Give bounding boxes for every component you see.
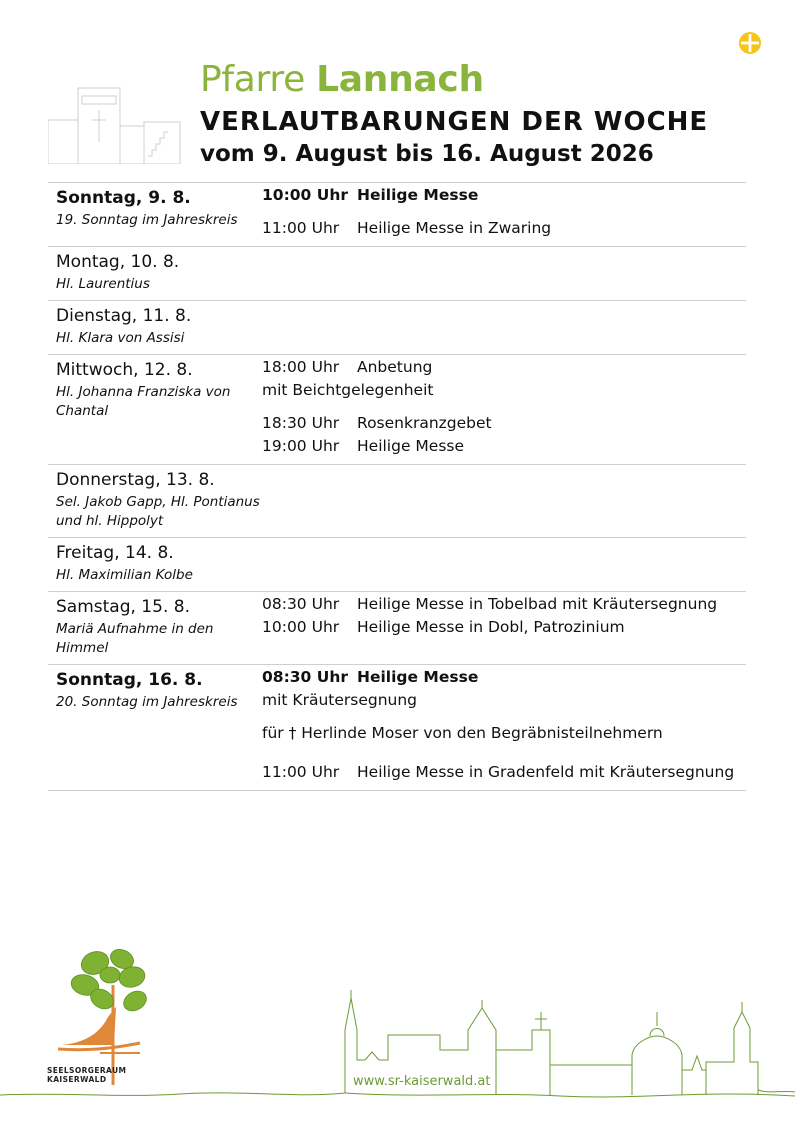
feast-name: 19. Sonntag im Jahreskreis bbox=[56, 212, 238, 228]
day-cell bbox=[48, 301, 262, 355]
diocese-badge-icon bbox=[738, 31, 762, 55]
event-title: Heilige Messe bbox=[357, 668, 479, 686]
feast-name: 20. Sonntag im Jahreskreis bbox=[56, 694, 238, 710]
spacer bbox=[262, 745, 746, 761]
event bbox=[262, 184, 746, 207]
day-cell bbox=[48, 247, 262, 301]
events-cell bbox=[262, 592, 746, 665]
event-time: 11:00 Uhr bbox=[262, 763, 340, 781]
header bbox=[200, 60, 760, 169]
event bbox=[262, 412, 746, 435]
day-name: Sonntag, 16. 8. bbox=[56, 670, 203, 690]
events-cell bbox=[262, 465, 746, 538]
website-link[interactable]: www.sr-kaiserwald.at bbox=[353, 1074, 491, 1089]
event-title: Heilige Messe in Tobelbad mit Kräutersegnung bbox=[357, 595, 718, 613]
event-title: Heilige Messe in Dobl, Patrozinium bbox=[357, 618, 625, 636]
events-cell bbox=[262, 355, 746, 465]
spacer bbox=[262, 207, 746, 217]
event-title: Rosenkranzgebet bbox=[357, 414, 492, 432]
day-name: Mittwoch, 12. 8. bbox=[56, 360, 193, 380]
feast-name: Hl. Klara von Assisi bbox=[56, 330, 185, 346]
spacer bbox=[262, 712, 746, 722]
logo-line-2: KAISERWALD bbox=[47, 1075, 107, 1084]
day-row bbox=[48, 355, 746, 465]
event-title: Anbetung bbox=[357, 358, 433, 376]
event-title: Heilige Messe bbox=[357, 186, 479, 204]
day-name: Donnerstag, 13. 8. bbox=[56, 470, 215, 490]
day-row bbox=[48, 665, 746, 791]
event bbox=[262, 217, 746, 240]
logo-line-1: SEELSORGERAUM bbox=[47, 1066, 127, 1075]
day-name: Dienstag, 11. 8. bbox=[56, 306, 192, 326]
event-time: 08:30 Uhr bbox=[262, 668, 348, 686]
event-time: 18:00 Uhr bbox=[262, 358, 340, 376]
feast-name: Hl. Maximilian Kolbe bbox=[56, 567, 193, 583]
event-time: 10:00 Uhr bbox=[262, 186, 348, 204]
day-name: Sonntag, 9. 8. bbox=[56, 188, 191, 208]
event bbox=[262, 435, 746, 458]
feast-name: Mariä Aufnahme in den Himmel bbox=[56, 621, 214, 656]
event-title: Heilige Messe in Zwaring bbox=[357, 219, 552, 237]
day-row bbox=[48, 301, 746, 355]
event bbox=[262, 761, 746, 784]
events-cell bbox=[262, 247, 746, 301]
schedule-table bbox=[48, 182, 746, 791]
parish-name: Lannach bbox=[316, 59, 484, 100]
day-cell bbox=[48, 465, 262, 538]
event bbox=[262, 616, 746, 639]
event bbox=[262, 356, 746, 379]
event-time: 10:00 Uhr bbox=[262, 618, 340, 636]
parish-title bbox=[200, 60, 760, 100]
day-cell bbox=[48, 665, 262, 791]
day-cell bbox=[48, 538, 262, 592]
event-note: mit Kräutersegnung bbox=[262, 691, 418, 709]
day-cell bbox=[48, 592, 262, 665]
parish-prefix: Pfarre bbox=[200, 59, 305, 100]
page-heading: VERLAUTBARUNGEN DER WOCHE bbox=[200, 107, 709, 137]
event-time: 11:00 Uhr bbox=[262, 219, 340, 237]
day-row bbox=[48, 183, 746, 247]
event-intention: für † Herlinde Moser von den Begräbnisteilnehmern bbox=[262, 724, 663, 742]
event-time: 08:30 Uhr bbox=[262, 595, 340, 613]
day-name: Montag, 10. 8. bbox=[56, 252, 180, 272]
day-row bbox=[48, 247, 746, 301]
events-cell bbox=[262, 538, 746, 592]
day-row bbox=[48, 465, 746, 538]
event bbox=[262, 593, 746, 616]
church-sketch-icon bbox=[48, 86, 184, 164]
event bbox=[262, 666, 746, 689]
day-cell bbox=[48, 183, 262, 247]
event-time: 18:30 Uhr bbox=[262, 414, 340, 432]
feast-name: Hl. Laurentius bbox=[56, 276, 150, 292]
event-note: mit Beichtgelegenheit bbox=[262, 381, 434, 399]
feast-name: Hl. Johanna Franziska von Chantal bbox=[56, 384, 231, 419]
events-cell bbox=[262, 301, 746, 355]
day-name: Freitag, 14. 8. bbox=[56, 543, 174, 563]
day-cell bbox=[48, 355, 262, 465]
date-range: vom 9. August bis 16. August 2026 bbox=[200, 141, 654, 167]
event-title: Heilige Messe in Gradenfeld mit Kräutersegnung bbox=[357, 763, 735, 781]
feast-name: Sel. Jakob Gapp, Hl. Pontianus und hl. Hippolyt bbox=[56, 494, 260, 529]
events-cell bbox=[262, 665, 746, 791]
event-time: 19:00 Uhr bbox=[262, 437, 340, 455]
day-name: Samstag, 15. 8. bbox=[56, 597, 190, 617]
event-title: Heilige Messe bbox=[357, 437, 465, 455]
spacer bbox=[262, 402, 746, 412]
day-row bbox=[48, 592, 746, 665]
day-row bbox=[48, 538, 746, 592]
events-cell bbox=[262, 183, 746, 247]
